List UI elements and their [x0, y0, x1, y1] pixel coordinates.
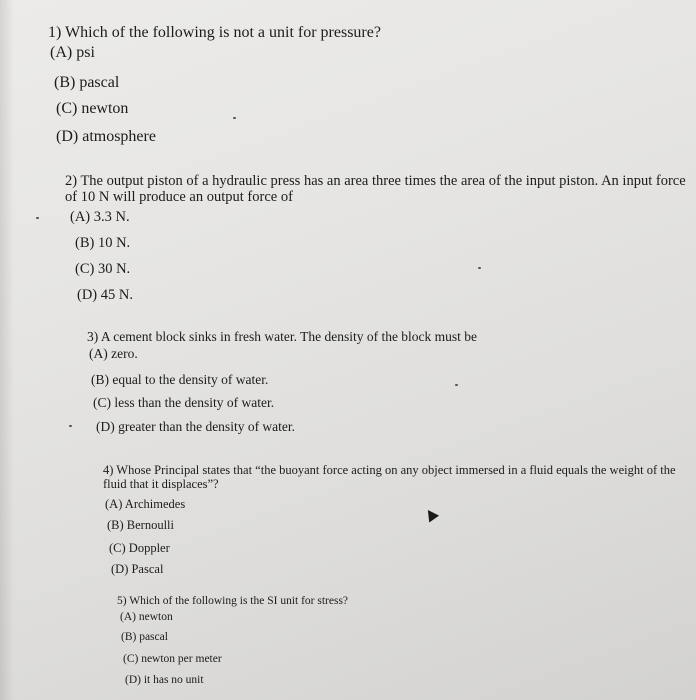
question-4-option-a: (A) Archimedes: [105, 497, 186, 511]
page-edge-shadow: [0, 0, 14, 700]
question-2-option-c: (C) 30 N.: [75, 261, 131, 277]
question-1: [48, 24, 668, 145]
question-4-option-c: (C) Doppler: [109, 541, 170, 555]
speck-mark: [233, 117, 236, 119]
question-5: [117, 595, 517, 686]
question-4-option-d: (D) Pascal: [111, 562, 164, 576]
speck-mark: [69, 425, 72, 427]
question-3-option-b: (B) equal to the density of water.: [91, 372, 269, 387]
question-5-option-d: (D) it has no unit: [125, 674, 204, 686]
question-4: [103, 463, 678, 576]
question-5-option-a: (A) newton: [120, 611, 173, 623]
question-1-option-b: (B) pascal: [54, 74, 120, 91]
question-5-prompt: 5) Which of the following is the SI unit for stress?: [117, 595, 349, 607]
question-2-option-b: (B) 10 N.: [75, 235, 131, 251]
speck-mark: [478, 267, 481, 269]
question-3-option-c: (C) less than the density of water.: [93, 395, 275, 410]
question-1-option-a: (A) psi: [50, 44, 95, 61]
question-1-option-c: (C) newton: [56, 100, 129, 117]
question-4-option-b: (B) Bernoulli: [107, 518, 175, 532]
cursor-icon: [423, 507, 439, 523]
question-5-option-b: (B) pascal: [121, 631, 168, 643]
question-2-option-a: (A) 3.3 N.: [70, 209, 130, 225]
question-3-option-d: (D) greater than the density of water.: [96, 419, 296, 434]
speck-mark: [36, 217, 39, 219]
question-1-option-d: (D) atmosphere: [56, 128, 156, 145]
question-5-option-c: (C) newton per meter: [123, 653, 222, 665]
question-3-option-a: (A) zero.: [89, 346, 138, 361]
speck-mark: [455, 384, 458, 386]
question-2: [65, 173, 693, 303]
question-4-prompt: 4) Whose Principal states that “the buoyant force acting on any object immersed in a fluid equals the weight of the fluid that it displaces”?: [103, 463, 676, 491]
question-3: [87, 329, 607, 434]
question-3-prompt: 3) A cement block sinks in fresh water. The density of the block must be: [87, 329, 478, 344]
question-2-prompt: 2) The output piston of a hydraulic press has an area three times the area of the input piston. An input force of 10 N will produce an output force of: [65, 173, 686, 206]
question-2-option-d: (D) 45 N.: [77, 287, 133, 303]
question-1-prompt: 1) Which of the following is not a unit for pressure?: [48, 24, 381, 41]
